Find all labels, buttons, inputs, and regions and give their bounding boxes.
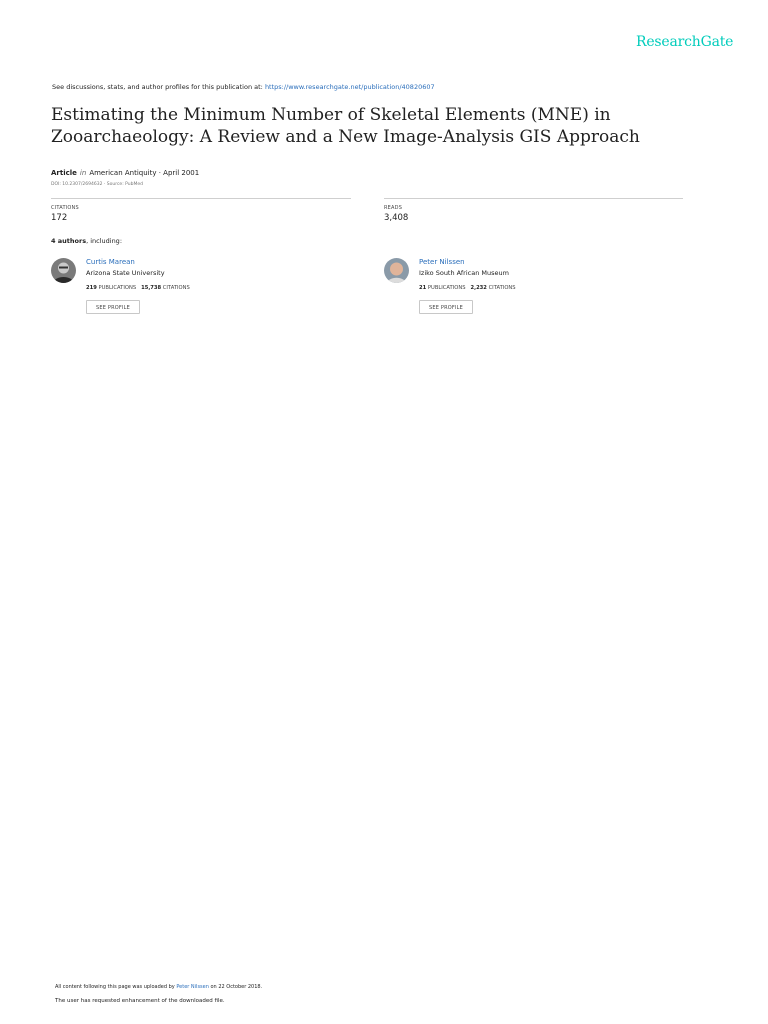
publication-meta — [51, 169, 199, 177]
see-profile-button-2[interactable]: SEE PROFILE — [419, 300, 473, 314]
uploader-link[interactable]: Peter Nilssen — [176, 984, 209, 990]
author-name-2[interactable]: Peter Nilssen — [419, 258, 465, 266]
upload-suffix: on 22 October 2018. — [208, 984, 263, 990]
enhancement-notice: The user has requested enhancement of the downloaded file. — [55, 998, 225, 1004]
title-line-1: Estimating the Minimum Number of Skeletal Elements (MNE) in — [51, 105, 611, 125]
citations-label: CITATIONS — [51, 205, 79, 211]
person-photo-icon — [51, 258, 76, 283]
authors-count: 4 authors — [51, 237, 87, 245]
author-institution-1: Arizona State University — [86, 269, 165, 277]
citations-value: 172 — [51, 213, 68, 223]
avatar-peter-nilssen[interactable] — [384, 258, 409, 283]
title-line-2: Zooarchaeology: A Review and a New Image-Analysis GIS Approach — [51, 127, 640, 147]
divider-left — [51, 198, 351, 199]
publication-link[interactable]: https://www.researchgate.net/publication/40820607 — [264, 83, 435, 91]
author-stats-1 — [86, 285, 190, 291]
authors-suffix: , including: — [86, 237, 123, 245]
discussion-notice — [52, 83, 435, 91]
author-citations-label-1: CITATIONS — [162, 285, 190, 291]
author-publications-count-1: 219 — [86, 285, 97, 291]
author-publications-label-1: PUBLICATIONS — [98, 285, 137, 291]
author-publications-label-2: PUBLICATIONS — [427, 285, 466, 291]
avatar-curtis-marean[interactable] — [51, 258, 76, 283]
author-publications-count-2: 21 — [419, 285, 427, 291]
author-citations-label-2: CITATIONS — [488, 285, 516, 291]
person-photo-icon — [384, 258, 409, 283]
reads-label: READS — [384, 205, 403, 211]
author-institution-2: Iziko South African Museum — [419, 269, 509, 277]
publication-title — [51, 104, 691, 148]
publication-type: Article — [51, 169, 77, 177]
author-name-1[interactable]: Curtis Marean — [86, 258, 135, 266]
author-citations-count-2: 2,232 — [470, 285, 487, 291]
authors-heading — [51, 237, 122, 245]
doi-source: DOI: 10.2307/2694632 · Source: PubMed — [51, 182, 143, 187]
in-word: in — [79, 169, 87, 177]
see-profile-button-1[interactable]: SEE PROFILE — [86, 300, 140, 314]
author-stats-2 — [419, 285, 516, 291]
author-citations-count-1: 15,738 — [141, 285, 162, 291]
researchgate-logo[interactable]: ResearchGate — [636, 34, 734, 50]
journal-date: American Antiquity · April 2001 — [89, 169, 200, 177]
divider-right — [384, 198, 683, 199]
upload-notice — [55, 984, 262, 990]
upload-prefix: All content following this page was uploaded by — [55, 984, 177, 990]
reads-value: 3,408 — [384, 213, 409, 223]
discussion-notice-text: See discussions, stats, and author profiles for this publication at: — [52, 83, 265, 91]
